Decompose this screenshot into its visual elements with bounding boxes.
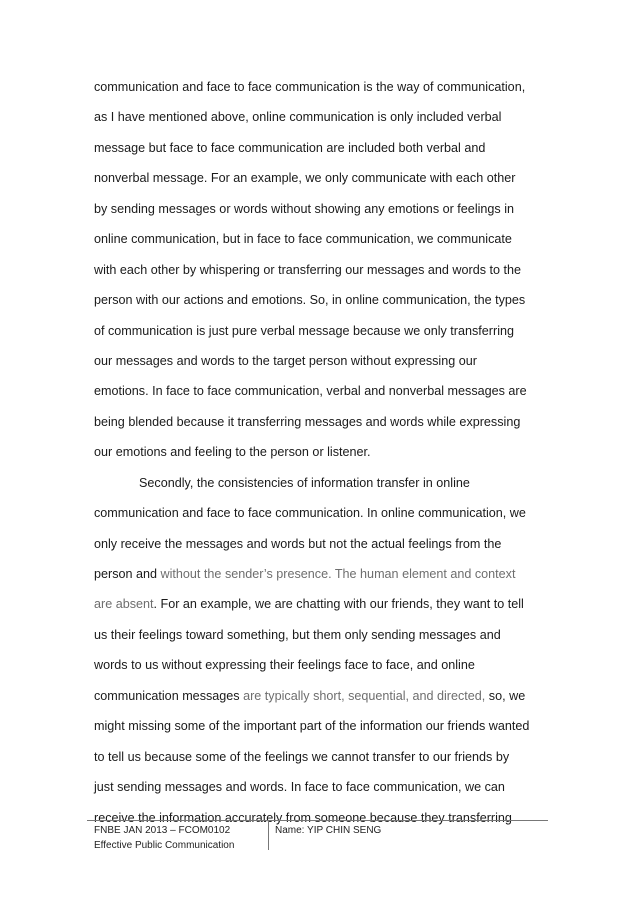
- text-line: [94, 742, 554, 772]
- text-span: communication and face to face communication. In online communication, we: [94, 506, 526, 521]
- quoted-text-span: are absent: [94, 597, 154, 612]
- text-span: with each other by whispering or transferring our messages and words to the: [94, 262, 522, 277]
- footer-rule: [87, 820, 548, 821]
- text-span: online communication, but in face to face communication, we communicate: [94, 232, 512, 247]
- text-span: . For an example, we are chatting with our friends, they want to tell: [153, 597, 524, 612]
- text-line: [94, 437, 554, 467]
- text-span: Secondly, the consistencies of information transfer in online: [139, 475, 470, 490]
- text-span: us their feelings toward something, but them only sending messages and: [94, 627, 501, 642]
- text-span: words to us without expressing their feelings face to face, and online: [94, 658, 475, 673]
- text-span: our emotions and feeling to the person or listener.: [94, 445, 371, 460]
- text-span: communication messages: [94, 688, 244, 703]
- text-span: our messages and words to the target person without expressing our: [94, 353, 477, 368]
- text-span: only receive the messages and words but not the actual feelings from the: [94, 536, 502, 551]
- text-span: communication and face to face communication is the way of communication,: [94, 80, 526, 94]
- text-span: of communication is just pure verbal message because we only transferring: [94, 323, 514, 338]
- footer-course-name: Effective Public Communication: [94, 840, 235, 851]
- text-line: [94, 498, 554, 528]
- footer-divider: [268, 821, 269, 850]
- text-span: as I have mentioned above, online communication is only included verbal: [94, 110, 502, 125]
- text-line: [94, 255, 554, 285]
- text-line: [94, 711, 554, 741]
- text-line: [94, 163, 554, 193]
- text-line: [94, 589, 554, 619]
- text-line: [94, 285, 554, 315]
- text-line: [94, 407, 554, 437]
- text-span: being blended because it transferring messages and words while expressing: [94, 414, 521, 429]
- text-line: [94, 376, 554, 406]
- text-span: message but face to face communication are included both verbal and: [94, 140, 486, 155]
- text-line: [94, 772, 554, 802]
- footer-student-name: Name: YIP CHIN SENG: [275, 825, 382, 836]
- text-line: [94, 681, 554, 711]
- text-span: emotions. In face to face communication, verbal and nonverbal messages are: [94, 384, 527, 399]
- text-span: just sending messages and words. In face to face communication, we can: [94, 780, 505, 795]
- text-span: receive the information accurately from someone because they transferring: [94, 810, 512, 825]
- text-span: nonverbal message. For an example, we only communicate with each other: [94, 171, 516, 186]
- footer-course-info: [94, 823, 234, 853]
- text-line: [94, 194, 554, 224]
- text-line: [94, 72, 554, 102]
- essay-body-text: [94, 72, 554, 833]
- text-line: [94, 102, 554, 132]
- text-span: so, we: [485, 688, 526, 703]
- footer-course-code: FNBE JAN 2013 – FCOM0102: [94, 825, 231, 836]
- text-span: person with our actions and emotions. So, in online communication, the types: [94, 293, 526, 308]
- text-span: by sending messages or words without showing any emotions or feelings in: [94, 201, 515, 216]
- text-line: [94, 133, 554, 163]
- text-span: to tell us because some of the feelings we cannot transfer to our friends by: [94, 749, 510, 764]
- text-line: [94, 316, 554, 346]
- text-line: [94, 346, 554, 376]
- text-line: [94, 559, 554, 589]
- quoted-text-span: are typically short, sequential, and directed,: [243, 688, 486, 703]
- text-line: [94, 650, 554, 680]
- text-line: [94, 529, 554, 559]
- text-span: might missing some of the important part of the information our friends wanted: [94, 719, 530, 734]
- text-line: [94, 224, 554, 254]
- quoted-text-span: without the sender’s presence. The human element and context: [160, 567, 516, 581]
- text-line: [94, 620, 554, 650]
- text-line: [94, 468, 554, 498]
- text-span: person and: [94, 567, 161, 581]
